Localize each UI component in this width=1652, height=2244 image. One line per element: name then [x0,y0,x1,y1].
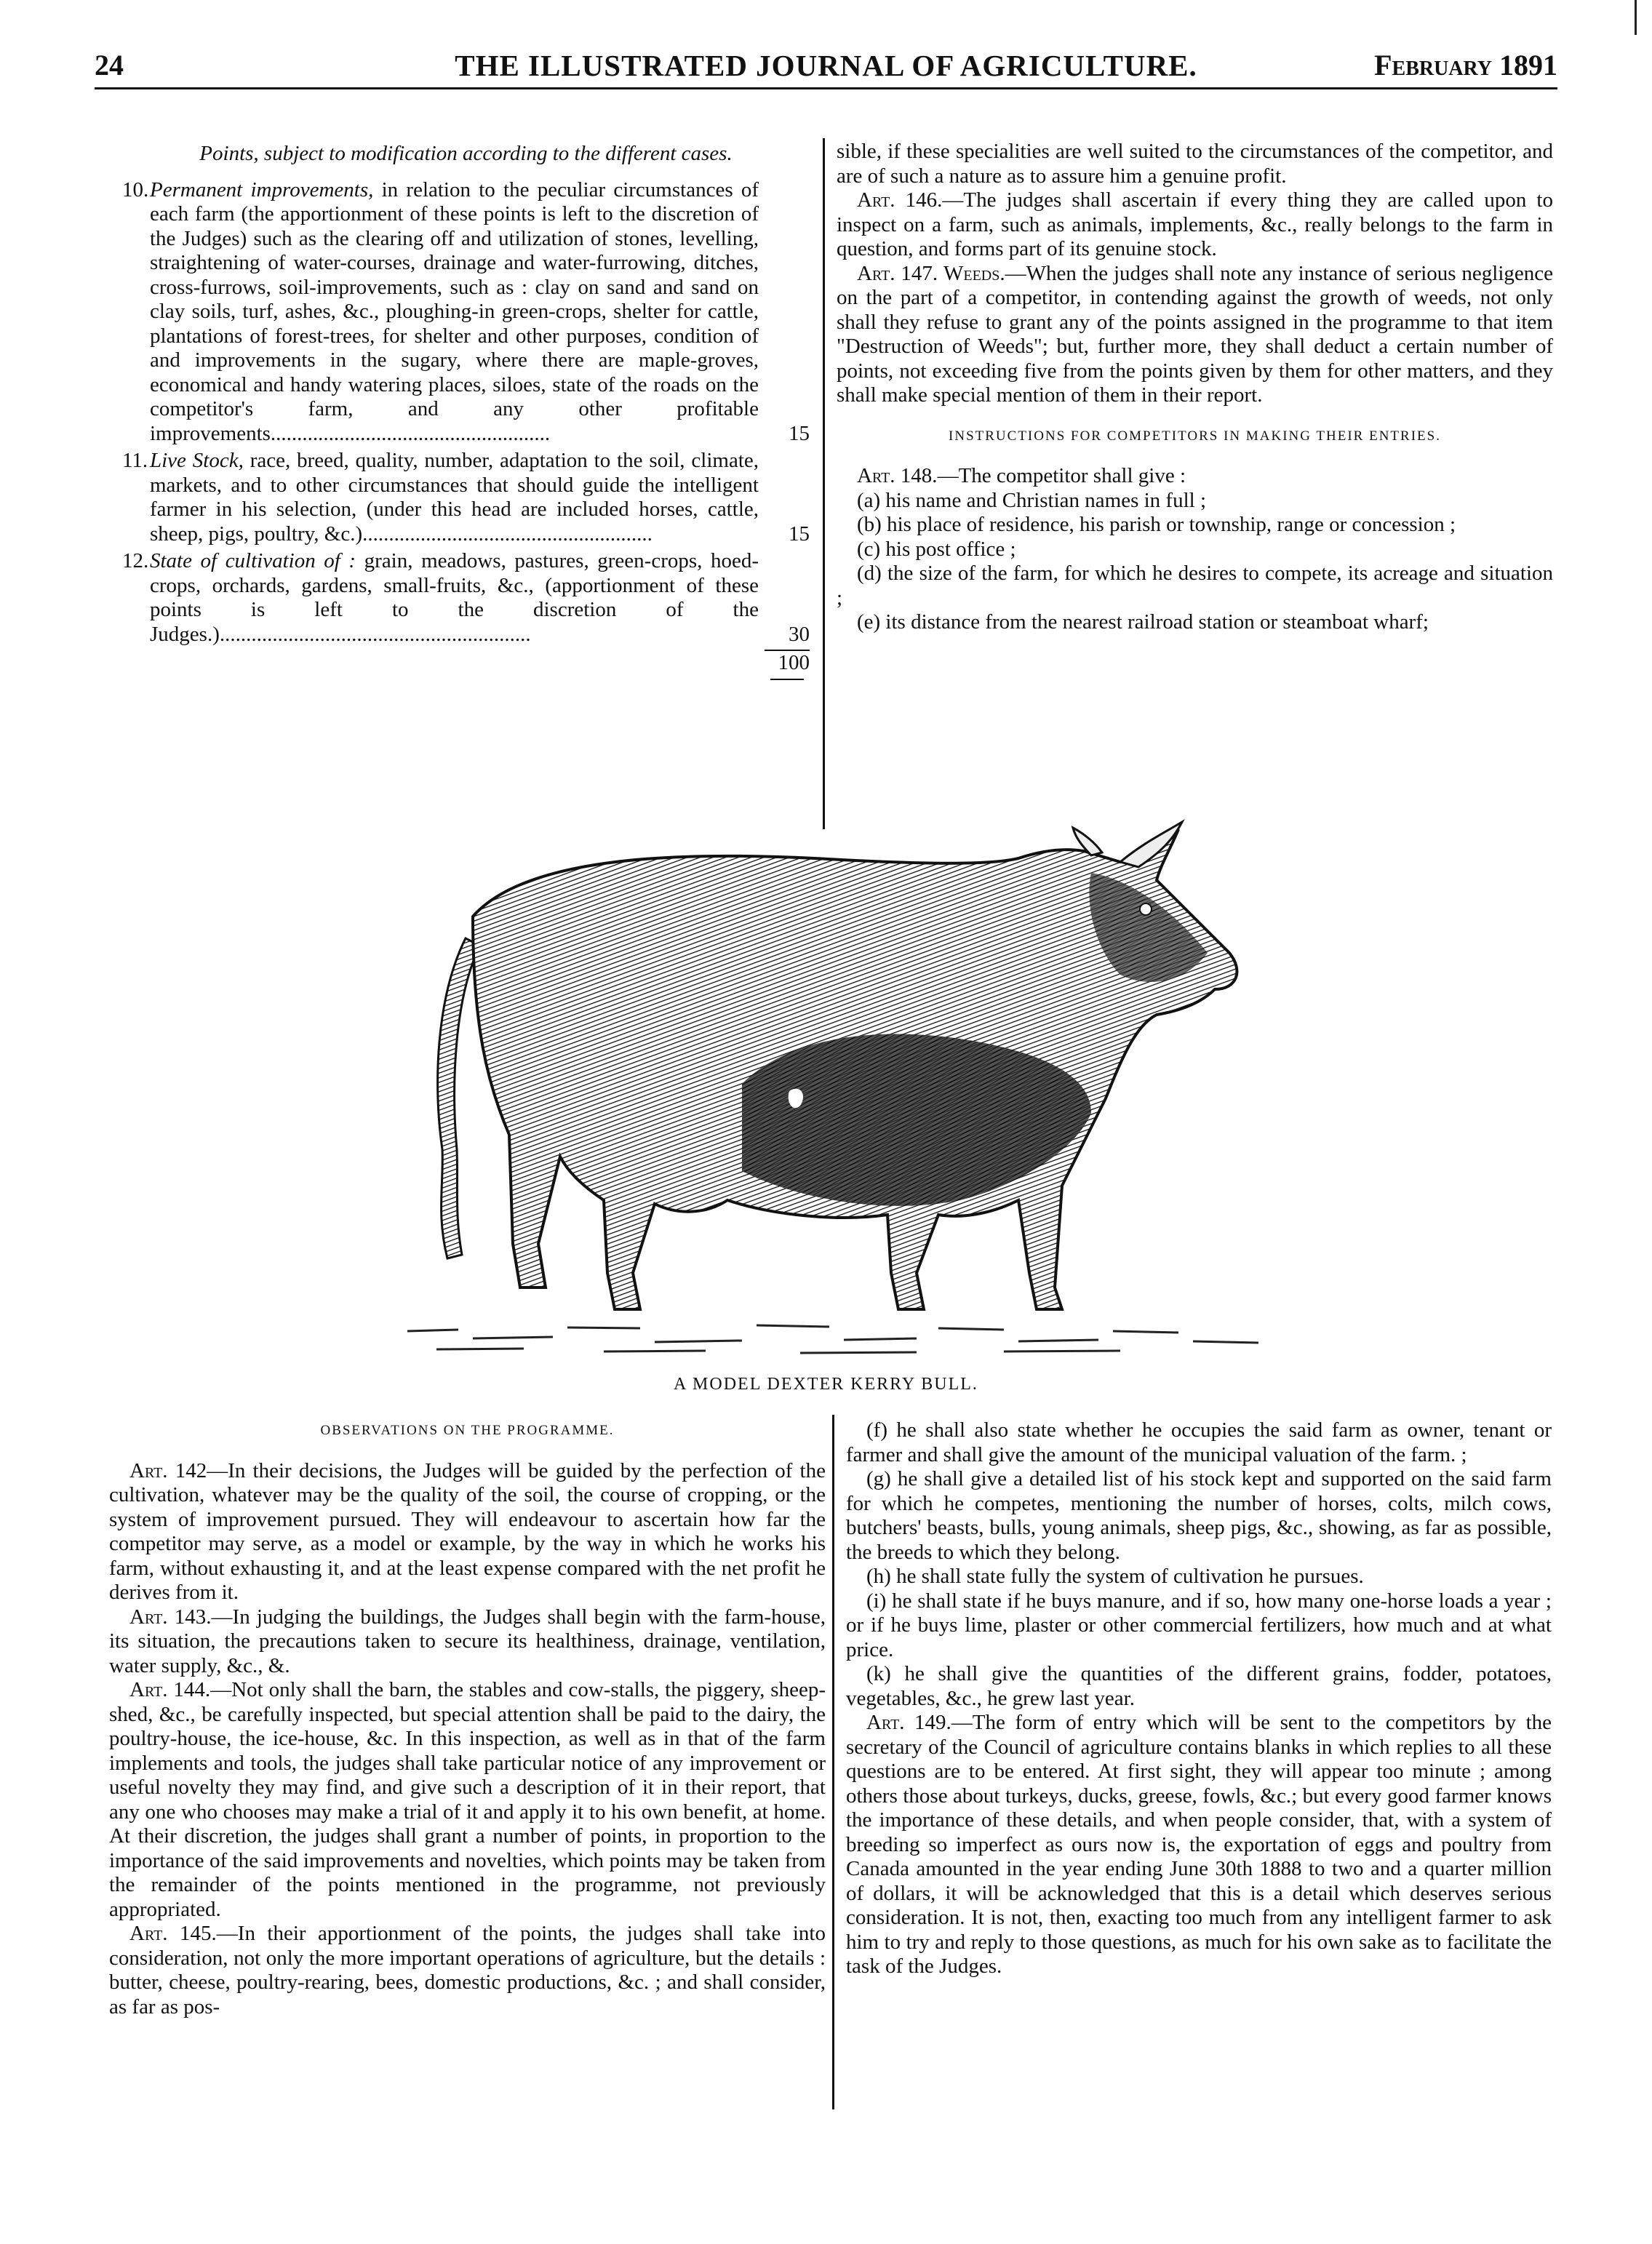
ground-shading [407,1325,1258,1353]
entry-item: (e) its distance from the nearest railroad station or steamboat wharf; [857,610,1429,634]
page-header [95,48,1557,99]
observations-column: OBSERVATIONS ON THE PROGRAMME. Art. 142—In their decisions, the Judges will be guided by the perfection of the cultivation, whatever may be the quality of the soil, the course of cropping, or the system of improvement pursued. They will endeavour to ascertain how far the competitor may serve, as a model or example, by the way in which he works his farm, without exhausting it, and at the least expense compared with the net profit he derives from it. Art. 143.—In judging the buildings, the Judges shall begin with the farm-house, its situation, the precautions taken to secure its healthiness, drainage, ventilation, water supply, &c., &. Art. 144.—Not only shall the barn, the stables and cow-stalls, the piggery, sheep-shed, &c., be carefully inspected, but special attention shall be paid to the dairy, the poultry-house, the ice-house, &c. In this inspection, as well as in that of the farm implements and tools, the judges shall take particular notice of any improvement or useful novelty they may find, and give such a description of it in their report, that any one who chooses may make a trial of it and apply it to his own benefit, at home. At their discretion, the judges shall grant a number of points, in proportion to the importance of the said improvements and novelties, which points may be taken from the remainder of the points mentioned in the programme, not previously appropriated. Art. 145.—In their apportionment of the points, the judges shall take into consideration, not only the more important operations of agriculture, but the details : butter, cheese, poultry-rearing, bees, domestic productions, &c. ; and shall consider, as far as pos- [109,1418,826,2019]
points-column [122,142,810,683]
journal-title: THE ILLUSTRATED JOURNAL OF AGRICULTURE. [455,49,1197,82]
entry-item: (d) the size of the farm, for which he desires to compete, its acreage and situation ; [837,562,1553,610]
column-divider-bottom [832,1415,834,2109]
point-value: 30 [789,622,810,646]
points-title: Points, subject to modification according to the different cases. [199,142,733,165]
point-item: 11. Live Stock, race, breed, quality, number, adaptation to the soil, climate, markets, and to other circumstances that should guide the intelligent farmer in his selection, (under this head are included horses, cattle, sheep, pigs, poultry, &c.)....................................................... 15 [122,449,810,546]
entry-item: (b) his place of residence, his parish or township, range or concession ; [857,513,1456,536]
issue-date: February 1891 [1374,49,1557,81]
point-value: 15 [789,522,810,546]
header-rule [95,87,1557,89]
instructions-heading: INSTRUCTIONS FOR COMPETITORS IN MAKING THEIR ENTRIES. [949,428,1441,444]
entry-item: (i) he shall state if he buys manure, and if so, how many one-horse loads a year ; or if he buys lime, plaster or other commercial fertilizers, how much and at what price. [846,1589,1552,1661]
entry-details-column: (f) he shall also state whether he occupies the said farm as owner, tenant or farmer and shall give the amount of the municipal valuation of the farm. ; (g) he shall give a detailed list of his stock kept and supported on the said farm for which he competes, mentioning the number of horses, colts, milch cows, butchers' beasts, bulls, young animals, sheep pigs, &c., showing, as far as possible, the breeds to which they belong. (h) he shall state fully the system of cultivation he pursues. (i) he shall state if he buys manure, and if so, how many one-horse loads a year ; or if he buys lime, plaster or other commercial fertilizers, how much and at what price. (k) he shall give the quantities of the different grains, fodder, potatoes, vegetables, &c., he grew last year. Art. 149.—The form of entry which will be sent to the competitors by the secretary of the Council of agriculture contains blanks in which replies to all these questions are to be entered. At first sight, they will appear too minute ; among others those about turkeys, ducks, greese, fowls, &c.; but every good farmer knows the importance of these details, and when people consider, that, with a system of breeding so imperfect as ours now is, the exportation of eggs and poultry from Canada amounted in the year ending June 30th 1888 to two and a quarter million of dollars, it will be acknowledged that this is a detail which deserves serious consideration. It is not, then, exacting too much from any intelligent farmer to ask him to try and reply to those questions, as much for his own sake as to facilitate the task of the Judges. [846,1418,1552,1978]
bull-tail [438,938,480,1258]
entry-item: (f) he shall also state whether he occupies the said farm as owner, tenant or farmer and shall give the amount of the municipal valuation of the farm. ; [846,1418,1552,1466]
entry-item: (c) his post office ; [857,537,1016,561]
points-total [122,650,810,674]
column-divider-top [823,138,825,829]
bull-eye [1140,903,1152,915]
observations-heading: OBSERVATIONS ON THE PROGRAMME. [320,1423,615,1438]
entry-item: (h) he shall state fully the system of cultivation he pursues. [866,1565,1364,1588]
point-value: 15 [789,421,810,445]
entry-item: (g) he shall give a detailed list of his stock kept and supported on the said farm for which he competes, mentioning the number of horses, colts, milch cows, butchers' beasts, bulls, young animals, sheep pigs, &c., showing, as far as possible, the breeds to which they belong. [846,1467,1552,1564]
point-item: 10. Permanent improvements, in relation to the peculiar circumstances of each farm (the apportionment of these points is left to the discretion of the Judges) such as the clearing off and utilization of stones, levelling, straightening of water-courses, drainage and water-furrowing, ditches, cross-furrows, soil-improvements, such as : clay on sand and sand on clay soils, turf, ashes, &c., ploughing-in green-crops, shelter for cattle, plantations of forest-trees, for shelter and other purposes, condition of and improvements in the sugary, where there are maple-groves, economical and handy watering places, siloes, state of the roads on the competitor's farm, and any other profitable improvements..................................................... 15 [122,177,810,445]
bull-engraving [364,807,1280,1360]
figure-caption: A MODEL DEXTER KERRY BULL. [674,1375,978,1394]
entry-item: (k) he shall give the quantities of the different grains, fodder, potatoes, vegetables, &c., he grew last year. [846,1662,1552,1710]
points-total-value: 100 [778,651,810,674]
scan-edge-mark [1635,0,1637,35]
page-number: 24 [95,49,124,81]
right-top-column: sible, if these specialities are well suited to the circumstances of the competitor, and are of such a nature as to assure him a genuine profit. Art. 146.—The judges shall ascertain if every thing they are called upon to inspect on a farm, such as animals, implements, &c., really belongs to the farm in question, and forms part of its genuine stock. Art. 147. Weeds.—When the judges shall note any instance of serious negligence on the part of a competitor, in contending against the growth of weeds, not only shall they refuse to grant any of the points assigned in the programme to that item "Destruction of Weeds"; but, further more, they shall deduct a certain number of points, not exceeding five from the points given by them for other matters, and they shall make special mention of them in their report. INSTRUCTIONS FOR COMPETITORS IN MAKING THEIR ENTRIES. Art. 148.—The competitor shall give : (a) his name and Christian names in full ; (b) his place of residence, his parish or township, range or concession ; (c) his post office ; (d) the size of the farm, for which he desires to compete, its acreage and situation ; (e) its distance from the nearest railroad station or steamboat wharf; [837,140,1554,634]
entry-item: (a) his name and Christian names in full ; [857,488,1207,512]
point-item: 12. State of cultivation of : grain, meadows, pastures, green-crops, hoed-crops, orchards, gardens, small-fruits, &c., (apportionment of these points is left to the discretion of the Judges.)........................................................... 30 [122,549,810,646]
